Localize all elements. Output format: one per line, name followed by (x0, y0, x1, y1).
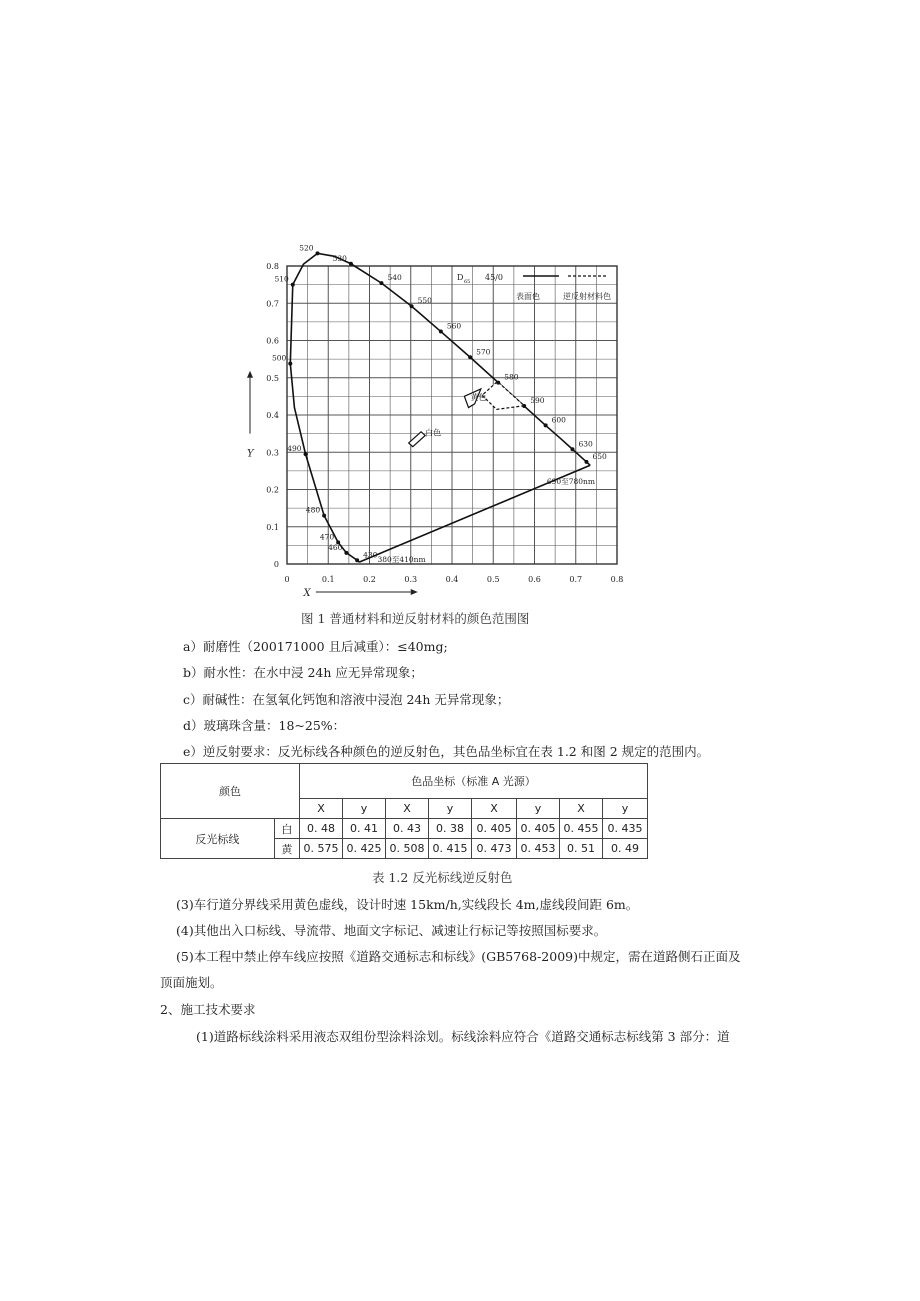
figure-caption: 图 1 普通材料和逆反射材料的颜色范围图 (301, 611, 530, 626)
wavelength-marker (522, 404, 526, 408)
table-cell: 0. 43 (386, 819, 429, 839)
y-axis-arrowhead (247, 371, 253, 378)
wavelength-label: 460 (328, 542, 343, 552)
chromaticity-table (160, 763, 648, 859)
wavelength-label: 590 (530, 396, 545, 406)
y-tick-label: 0.3 (266, 448, 279, 458)
list-item-a: a）耐磨性（200171000 且后减重）：≤40mg; (183, 639, 448, 654)
x-tick-label: 0.5 (486, 575, 500, 584)
region-label-yellow: 黄色 (470, 393, 487, 403)
x-tick-label: 0.4 (445, 575, 459, 584)
x-tick-label: 0.1 (321, 575, 335, 584)
table-cell: 0. 425 (343, 839, 386, 859)
wavelength-label: 500 (271, 353, 287, 363)
wavelength-marker (584, 460, 588, 464)
wavelength-marker (355, 558, 359, 562)
table-cell: 0. 405 (472, 819, 517, 839)
y-tick-label: 0.8 (266, 262, 279, 271)
legend-geometry-label: D (457, 273, 464, 282)
table-axis: y (603, 799, 648, 819)
table-cell: 0. 575 (300, 839, 343, 859)
table-row-label: 白 (274, 819, 299, 839)
paragraph-5-cont: 顶面施划。 (160, 975, 223, 990)
wavelength-marker (468, 355, 472, 359)
table-header-coord: 色品坐标（标准 A 光源） (300, 764, 648, 799)
wavelength-label: 560 (446, 321, 462, 331)
chromaticity-chart (245, 243, 645, 603)
wavelength-marker (439, 330, 443, 334)
wavelength-marker (316, 251, 320, 255)
wavelength-marker (544, 423, 548, 427)
table-row-group: 反光标线 (161, 819, 275, 859)
table-header-color: 颜色 (161, 764, 300, 819)
y-tick-label: 0.2 (266, 485, 279, 495)
range-label-blue: 380至410nm (377, 555, 426, 564)
table-cell: 0. 415 (429, 839, 472, 859)
table-cell: 0. 49 (603, 839, 648, 859)
legend-geometry-value: 45/0 (485, 273, 503, 282)
x-axis-arrowhead (411, 589, 418, 595)
wavelength-label: 480 (305, 505, 321, 515)
table-cell: 0. 435 (603, 819, 648, 839)
paragraph-3: (3)车行道分界线采用黄色虚线，设计时速 15km/h,实线段长 4m,虚线段间距 6m。 (176, 897, 639, 912)
wavelength-marker (496, 381, 500, 385)
wavelength-label: 540 (387, 273, 402, 283)
table-cell: 0. 41 (343, 819, 386, 839)
legend-entry: 表面色 (516, 292, 540, 301)
y-tick-label: 0.6 (266, 336, 279, 346)
y-tick-label: 0 (273, 560, 279, 569)
wavelength-labels (272, 243, 607, 564)
wavelength-label: 470 (319, 532, 335, 542)
table-axis: X (472, 799, 517, 819)
table-cell: 0. 405 (517, 819, 560, 839)
list-item-e: e）逆反射要求：反光标线各种颜色的逆反射色，其色品坐标宜在表 1.2 和图 2 规定的范围内。 (183, 744, 710, 759)
legend-geometry-sub: 65 (464, 279, 471, 285)
range-label-red: 690至780nm (546, 476, 595, 486)
table-row-label: 黄 (274, 839, 299, 859)
chromaticity-figure (245, 243, 645, 603)
section-heading: 2、施工技术要求 (160, 1002, 256, 1017)
table-cell: 0. 453 (517, 839, 560, 859)
wavelength-marker (344, 551, 348, 555)
wavelength-marker (379, 281, 383, 285)
x-tick-label: 0.6 (528, 575, 541, 584)
wavelength-label: 570 (476, 347, 491, 357)
wavelength-label: 550 (417, 296, 432, 306)
wavelength-label: 580 (504, 372, 519, 382)
chart-grid (287, 266, 617, 564)
table-axis: y (517, 799, 560, 819)
wavelength-label: 600 (551, 415, 566, 425)
table-axis: X (300, 799, 343, 819)
table-cell: 0. 455 (560, 819, 603, 839)
wavelength-label: 630 (578, 439, 593, 449)
y-tick-label: 0.5 (266, 373, 279, 383)
list-item-b: b）耐水性：在水中浸 24h 应无异常现象； (183, 665, 423, 680)
table-axis: y (429, 799, 472, 819)
wavelength-label: 650 (592, 451, 607, 461)
color-regions (409, 381, 525, 446)
table-caption: 表 1.2 反光标线逆反射色 (372, 870, 513, 885)
wavelength-marker (291, 283, 295, 287)
wavelength-marker (288, 362, 292, 366)
table-axis: X (560, 799, 603, 819)
y-axis-label: Y (247, 448, 254, 460)
color-region (482, 381, 524, 409)
wavelength-marker (322, 514, 326, 518)
table-cell: 0. 508 (386, 839, 429, 859)
wavelength-marker (410, 304, 414, 308)
table-axis: y (343, 799, 386, 819)
wavelength-marker (570, 447, 574, 451)
wavelength-marker (304, 452, 308, 456)
spectral-locus (290, 253, 590, 562)
wavelength-label: 530 (332, 253, 347, 263)
wavelength-label: 430 (363, 550, 378, 560)
table-cell: 0. 38 (429, 819, 472, 839)
list-item-d: d）玻璃珠含量：18~25%： (183, 718, 346, 733)
x-tick-label: 0.8 (610, 575, 624, 584)
legend-entry: 逆反射材料色 (563, 292, 611, 301)
table-axis: X (386, 799, 429, 819)
region-label-white: 白色 (425, 428, 442, 438)
wavelength-marker (349, 262, 353, 266)
table-cell: 0. 473 (472, 839, 517, 859)
table-cell: 0. 51 (560, 839, 603, 859)
paragraph-4: (4)其他出入口标线、导流带、地面文字标记、减速让行标记等按照国标要求。 (176, 923, 607, 938)
wavelength-label: 490 (287, 444, 302, 454)
table-cell: 0. 48 (300, 819, 343, 839)
x-tick-label: 0.7 (569, 575, 583, 584)
wavelength-label: 520 (299, 243, 314, 253)
x-axis-label: X (303, 588, 311, 599)
x-tick-label: 0.3 (404, 575, 418, 584)
y-tick-label: 0.7 (266, 299, 279, 309)
section-paragraph-1: (1)道路标线涂料采用液态双组份型涂料涂划。标线涂料应符合《道路交通标志标线第 3 部分：道 (196, 1029, 730, 1044)
y-tick-label: 0.4 (266, 411, 279, 420)
paragraph-5: (5)本工程中禁止停车线应按照《道路交通标志和标线》(GB5768-2009)中规定，需在道路侧石正面及 (176, 949, 741, 964)
x-tick-label: 0.2 (363, 575, 376, 584)
x-tick-label: 0 (284, 575, 290, 584)
list-item-c: c）耐碱性：在氢氧化钙饱和溶液中浸泡 24h 无异常现象； (183, 692, 510, 707)
spectral-locus-curve (290, 253, 590, 562)
wavelength-label: 510 (274, 274, 289, 284)
y-tick-label: 0.1 (266, 522, 279, 532)
